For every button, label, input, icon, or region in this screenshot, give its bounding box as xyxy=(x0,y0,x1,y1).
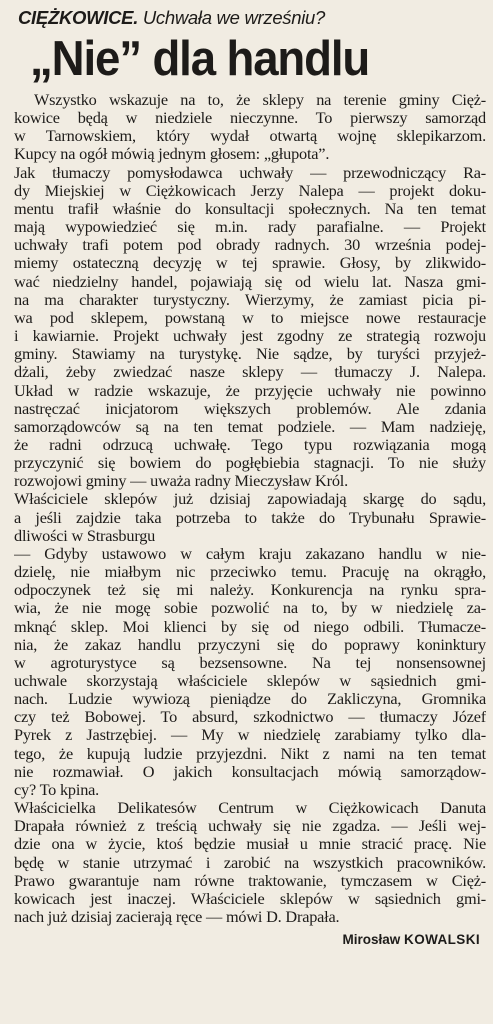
byline-first-name: Mirosław xyxy=(342,932,401,948)
body-line: kowicach jest inaczej. Właściciele sklepów w sąsiednich gmi- xyxy=(14,889,486,908)
body-line: na ma charakter turystyczny. Wierzymy, że zamiast picia pi- xyxy=(14,290,486,309)
body-line: wia, że nie mogę sobie pozwolić na to, by w niedzielę za- xyxy=(14,599,486,618)
body-line: Właścicielka Delikatesów Centrum w Ciężkowicach Danuta xyxy=(14,799,486,818)
body-line: w agroturystyce są bezsensowne. Na tej nonsensownej xyxy=(14,653,486,672)
body-line: Wszystko wskazuje na to, że sklepy na terenie gminy Cięż- xyxy=(34,91,486,109)
body-line: nastręczać inicjatorom większych problemów. Ale zdania xyxy=(14,399,486,418)
kicker xyxy=(18,6,486,30)
body-line: — Gdyby ustawowo w całym kraju zakazano handlu w nie- xyxy=(14,544,486,563)
headline: „Nie” dla handlu xyxy=(30,32,370,86)
body-line: uchwały trafi potem pod obrady radnych. 30 września podej- xyxy=(14,236,486,255)
body-line: Prawo gwarantuje nam równe traktowanie, tymczasem w Cięż- xyxy=(14,871,486,890)
byline xyxy=(14,930,486,950)
body-line: cy? To kpina. xyxy=(14,780,100,799)
body-line: dliwości w Strasburgu xyxy=(14,526,156,545)
body-line: czy też Bobowej. To absurd, szkodnictwo — tłumaczy Józef xyxy=(14,708,486,727)
body-line: nach już dzisiaj zacierają ręce — mówi D. Drapała. xyxy=(14,908,340,927)
article-body xyxy=(14,91,486,926)
body-line: rozwojowi gminy — uważa radny Mieczysław Król. xyxy=(14,472,348,491)
body-line: nach. Ludzie wywiozą pieniądze do Zakliczyna, Gromnika xyxy=(14,690,486,709)
body-line: wa pod sklepem, powstaną w to miejsce nowe restauracje xyxy=(14,308,486,327)
body-line: będę w stanie utrzymać i zarobić na wszystkich pracowników. xyxy=(14,853,486,872)
body-line: gminy. Stawiamy na turystykę. Nie sądze, by turyści przyjeż- xyxy=(14,345,486,364)
body-line: Pyrek z Jastrzębiej. — My w niedzielę zarabiamy tylko dla- xyxy=(14,726,486,745)
body-line: dzielę, nie miałbym nic przeciwko temu. Pracuję na okrągło, xyxy=(14,563,486,582)
body-line: mają wypowiedzieć się m.in. rady parafialne. — Projekt xyxy=(14,218,486,237)
body-line: że radni odrzucą uchwałę. Tego typu rozwiązania mogą xyxy=(14,435,486,454)
body-line: dżali, żeby zwiedzać nasze sklepy — tłumaczy J. Nalepa. xyxy=(14,363,486,382)
body-line: wać niedzielny handel, pojawiają się od wielu lat. Nasza gmi- xyxy=(14,272,486,291)
body-line: kowice będą w niedziele nieczynne. To pierwszy samorząd xyxy=(14,109,486,128)
body-line: nie rozmawiał. O jakich konsultacjach mówią samorządow- xyxy=(14,762,486,781)
body-line: uchwale skorzystają właściciele sklepów w sąsiednich gmi- xyxy=(14,672,486,690)
kicker-topic: Uchwała we wrześniu? xyxy=(138,7,326,28)
kicker-place: CIĘŻKOWICE. xyxy=(18,7,139,28)
body-line: miemy ostateczną decyzję w tej sprawie. Głosy, by zlikwido- xyxy=(14,254,486,273)
body-line: tego, że kupują ludzie przyjezdni. Nikt z nami na ten temat xyxy=(14,744,486,763)
body-line: w Tarnowskiem, który wydał otwartą wojnę sklepikarzom. xyxy=(14,127,486,146)
body-line: Układ w radzie wskazuje, że przyjęcie uchwały nie powinno xyxy=(14,381,486,400)
body-line: odpoczynek też się mi należy. Konkurencja na rynku spra- xyxy=(14,581,486,600)
body-line: Właściciele sklepów już dzisiaj zapowiadają skargę do sądu, xyxy=(14,490,486,509)
body-line: a jeśli zajdzie taka potrzeba to także do Trybunału Sprawie- xyxy=(14,508,486,527)
byline-last-name: KOWALSKI xyxy=(404,932,480,948)
body-line: Jak tłumaczy pomysłodawca uchwały — przewodniczący Ra- xyxy=(14,163,486,182)
body-line: Kupcy na ogół mówią jednym głosem: „głupota”. xyxy=(14,145,330,164)
body-line: samorządowców są na ten temat podziele. — Mam nadzieję, xyxy=(14,417,486,436)
body-line: dzie ona w życie, ktoś będzie musiał u mnie stracić pracę. Nie xyxy=(14,835,486,854)
body-line: przyczynić się bowiem do pogłębiebia stagnacji. To nie służy xyxy=(14,454,486,473)
body-line: nia, że zakaz handlu przyczyni się do poprawy koninktury xyxy=(14,635,486,654)
body-line: mknąć sklep. Moi klienci by się od niego odbili. Tłumacze- xyxy=(14,617,486,636)
body-line: mentu trafił właśnie do konsultacji społecznych. Na ten temat xyxy=(14,199,486,218)
body-line: dy Miejskiej w Ciężkowicach Jerzy Nalepa — projekt doku- xyxy=(14,181,486,200)
body-line: i kawiarnie. Projekt uchwały jest zgodny ze strategią rozwoju xyxy=(14,327,486,346)
body-line: Drapała również z treścią uchwały się nie zgadza. — Jeśli wej- xyxy=(14,817,486,836)
